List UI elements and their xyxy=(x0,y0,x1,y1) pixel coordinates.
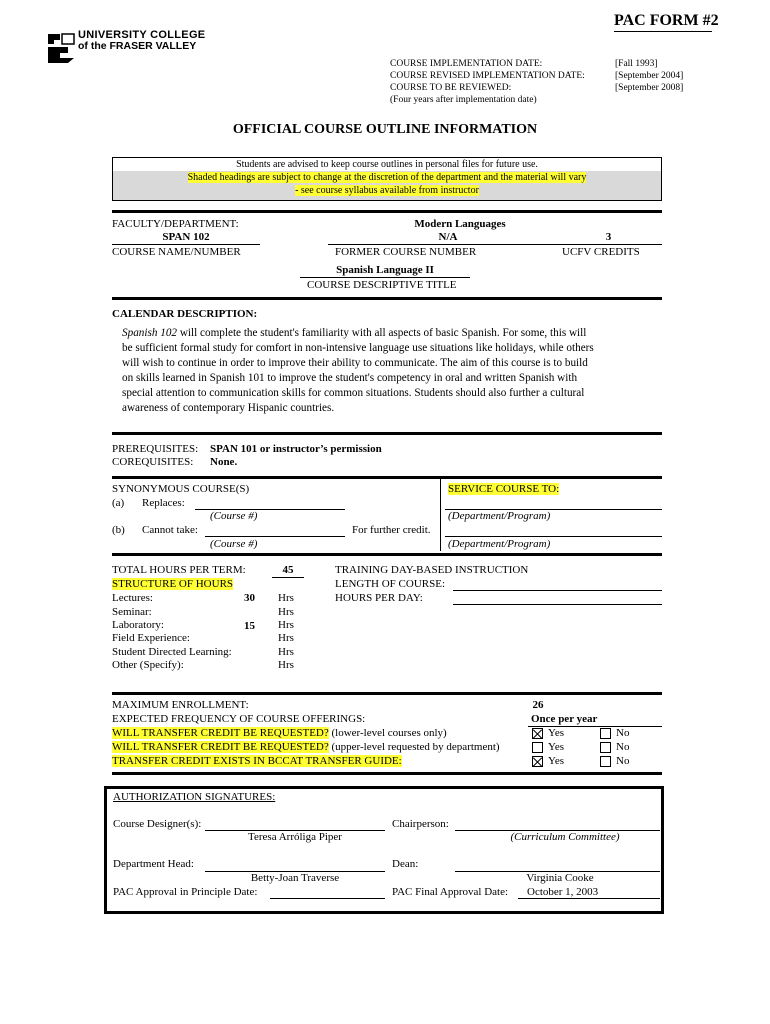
max-enrollment-value: 26 xyxy=(532,699,544,711)
structure-heading xyxy=(112,578,233,590)
hours-row-unit: Hrs xyxy=(278,619,294,631)
transfer-1-yes-label: Yes xyxy=(548,727,565,739)
training-heading: TRAINING DAY-BASED INSTRUCTION xyxy=(335,564,529,576)
credits-label: UCFV CREDITS xyxy=(562,246,640,258)
hours-row-value: 15 xyxy=(244,620,255,632)
total-hours-value: 45 xyxy=(282,564,294,576)
date-label-2: COURSE REVISED IMPLEMENTATION DATE: xyxy=(390,71,585,81)
pac-final-line xyxy=(518,898,660,899)
form-title-underline xyxy=(614,31,712,32)
structure-heading-text: STRUCTURE OF HOURS xyxy=(112,578,234,590)
corequisites-label: COREQUISITES: xyxy=(112,456,194,468)
hours-row-label: Seminar: xyxy=(112,606,152,618)
transfer-2-yes-checkbox[interactable] xyxy=(532,742,543,753)
prerequisites-label: PREREQUISITES: xyxy=(112,443,199,455)
further-credit: For further credit. xyxy=(352,524,431,536)
transfer-question: WILL TRANSFER CREDIT BE REQUESTED? xyxy=(112,741,329,753)
calendar-course-ref: Spanish 102 xyxy=(122,327,178,339)
max-enrollment-label: MAXIMUM ENROLLMENT: xyxy=(112,699,249,711)
synonymous-heading: SYNONYMOUS COURSE(S) xyxy=(112,483,250,495)
date-value-3: [September 2008] xyxy=(615,83,684,93)
divider-4 xyxy=(112,476,662,479)
synonymous-b: (b) xyxy=(112,524,125,536)
faculty-label: FACULTY/DEPARTMENT: xyxy=(112,218,239,230)
faculty-value: Modern Languages xyxy=(414,218,506,230)
hours-row-unit: Hrs xyxy=(278,632,294,644)
transfer-3-no-label: No xyxy=(616,755,630,767)
hours-row-value: 30 xyxy=(244,592,255,604)
designer-label: Course Designer(s): xyxy=(113,818,202,830)
transfer-note: (upper-level requested by department) xyxy=(328,741,500,753)
course-number-line xyxy=(112,244,260,245)
length-field[interactable] xyxy=(453,590,662,591)
transfer-3-yes-checkbox[interactable] xyxy=(532,756,543,767)
hours-row-unit: Hrs xyxy=(278,646,294,658)
hours-row-unit: Hrs xyxy=(278,606,294,618)
transfer-question: WILL TRANSFER CREDIT BE REQUESTED? xyxy=(112,727,329,739)
date-value-2: [September 2004] xyxy=(615,71,684,81)
calendar-line: will wish to continue in order to improve their ability to communicate. The aim of this course is to build xyxy=(122,357,588,369)
former-number-label: FORMER COURSE NUMBER xyxy=(335,246,477,258)
transfer-2-yes-label: Yes xyxy=(548,741,565,753)
divider-6 xyxy=(112,692,662,695)
ucfv-logo xyxy=(46,29,206,70)
notice-line2: Shaded headings are subject to change at the discretion of the department and the material will vary xyxy=(187,172,587,183)
service-heading-text: SERVICE COURSE TO: xyxy=(448,483,560,495)
course-title-line xyxy=(300,277,470,278)
calendar-line: on skills learned in Spanish 101 to improve the student's competency in oral and written Spanish with xyxy=(122,372,578,384)
chair-name: (Curriculum Committee) xyxy=(510,831,620,843)
length-label: LENGTH OF COURSE: xyxy=(335,578,446,590)
calendar-text-first: will complete the student's familiarity with all aspects of basic Spanish. For some, this will xyxy=(177,327,587,339)
transfer-1-no-checkbox[interactable] xyxy=(600,728,611,739)
transfer-1-no-label: No xyxy=(616,727,630,739)
notice-line3: - see course syllabus available from instructor xyxy=(295,185,479,196)
date-label-3: COURSE TO BE REVIEWED: xyxy=(390,83,512,93)
hours-row-unit: Hrs xyxy=(278,592,294,604)
dean-name: Virginia Cooke xyxy=(526,872,594,884)
transfer-row-2 xyxy=(112,741,500,753)
credits-line xyxy=(555,244,662,245)
divider-3 xyxy=(112,432,662,435)
prerequisites-value: SPAN 101 or instructor’s permission xyxy=(210,443,382,455)
total-hours-line xyxy=(272,577,304,578)
transfer-1-yes-checkbox[interactable] xyxy=(532,728,543,739)
service-dept-hint-1: (Department/Program) xyxy=(448,510,551,522)
pac-principle-field[interactable] xyxy=(270,898,385,899)
calendar-line: awareness of contemporary Hispanic countries. xyxy=(122,402,335,414)
form-title: PAC FORM #2 xyxy=(614,12,719,29)
frequency-label: EXPECTED FREQUENCY OF COURSE OFFERINGS: xyxy=(112,713,366,725)
pac-final-label: PAC Final Approval Date: xyxy=(392,886,509,898)
chair-label: Chairperson: xyxy=(392,818,449,830)
cannot-take-label: Cannot take: xyxy=(142,524,198,536)
transfer-3-no-checkbox[interactable] xyxy=(600,756,611,767)
hours-row-label: Laboratory: xyxy=(112,619,164,631)
credits-value: 3 xyxy=(605,231,612,243)
corequisites-value: None. xyxy=(210,456,238,468)
transfer-3-yes-label: Yes xyxy=(548,755,565,767)
hours-row-label: Field Experience: xyxy=(112,632,190,644)
replaces-course-hint: (Course #) xyxy=(210,510,258,522)
course-title-label: COURSE DESCRIPTIVE TITLE xyxy=(307,279,457,291)
hours-row-label: Other (Specify): xyxy=(112,659,184,671)
transfer-note: (lower-level courses only) xyxy=(328,727,447,739)
divider-5 xyxy=(112,553,662,556)
synonymous-a: (a) xyxy=(112,497,125,509)
page-title: OFFICIAL COURSE OUTLINE INFORMATION xyxy=(232,122,538,137)
course-number-label: COURSE NAME/NUMBER xyxy=(112,246,241,258)
date-value-1: [Fall 1993] xyxy=(615,59,658,69)
transfer-row-3 xyxy=(112,755,402,767)
calendar-line: be sufficient formal study for comfort in non-intensive language use situations like holidays, while others xyxy=(122,342,594,354)
logo-line2: of the FRASER VALLEY xyxy=(78,40,197,52)
service-field-2[interactable] xyxy=(445,536,662,537)
logo-line1: UNIVERSITY COLLEGE xyxy=(78,29,206,41)
dates-note: (Four years after implementation date) xyxy=(390,95,537,105)
transfer-2-no-label: No xyxy=(616,741,630,753)
notice-line2-wrap xyxy=(113,172,661,183)
ucfv-logo-icon xyxy=(46,30,76,66)
course-number: SPAN 102 xyxy=(162,231,210,243)
cannot-take-field[interactable] xyxy=(205,536,345,537)
divider-top xyxy=(112,210,662,213)
transfer-2-no-checkbox[interactable] xyxy=(600,742,611,753)
total-hours-label: TOTAL HOURS PER TERM: xyxy=(112,564,246,576)
service-heading xyxy=(448,483,559,495)
per-day-label: HOURS PER DAY: xyxy=(335,592,423,604)
calendar-heading: CALENDAR DESCRIPTION: xyxy=(112,308,258,320)
hours-row-label: Student Directed Learning: xyxy=(112,646,232,658)
frequency-value: Once per year xyxy=(531,713,598,725)
replaces-label: Replaces: xyxy=(142,497,185,509)
hours-row-label: Lectures: xyxy=(112,592,153,604)
signatures-heading: AUTHORIZATION SIGNATURES: xyxy=(113,791,276,803)
former-number-line xyxy=(328,244,568,245)
head-label: Department Head: xyxy=(113,858,194,870)
calendar-first-line xyxy=(122,327,586,339)
hours-row-unit: Hrs xyxy=(278,659,294,671)
notice-line3-wrap xyxy=(113,185,661,196)
divider-2 xyxy=(112,297,662,300)
date-label-1: COURSE IMPLEMENTATION DATE: xyxy=(390,59,543,69)
synonymous-divider xyxy=(440,479,441,551)
cannot-take-course-hint: (Course #) xyxy=(210,538,258,550)
pac-final-value: October 1, 2003 xyxy=(527,886,599,898)
service-dept-hint-2: (Department/Program) xyxy=(448,538,551,550)
head-name: Betty-Joan Traverse xyxy=(250,872,340,884)
course-title: Spanish Language II xyxy=(336,264,434,276)
notice-line1: Students are advised to keep course outlines in personal files for future use. xyxy=(236,159,538,170)
calendar-line: special attention to communication skills for common situations. Students should also further a cultural xyxy=(122,387,585,399)
former-number: N/A xyxy=(438,231,458,243)
designer-name: Teresa Arróliga Piper xyxy=(248,831,342,843)
dean-label: Dean: xyxy=(392,858,419,870)
per-day-field[interactable] xyxy=(453,604,662,605)
notice-box xyxy=(112,157,662,201)
pac-principle-label: PAC Approval in Principle Date: xyxy=(113,886,258,898)
divider-7 xyxy=(112,772,662,775)
transfer-question: TRANSFER CREDIT EXISTS IN BCCAT TRANSFER GUIDE: xyxy=(112,755,402,767)
transfer-row-1 xyxy=(112,727,447,739)
